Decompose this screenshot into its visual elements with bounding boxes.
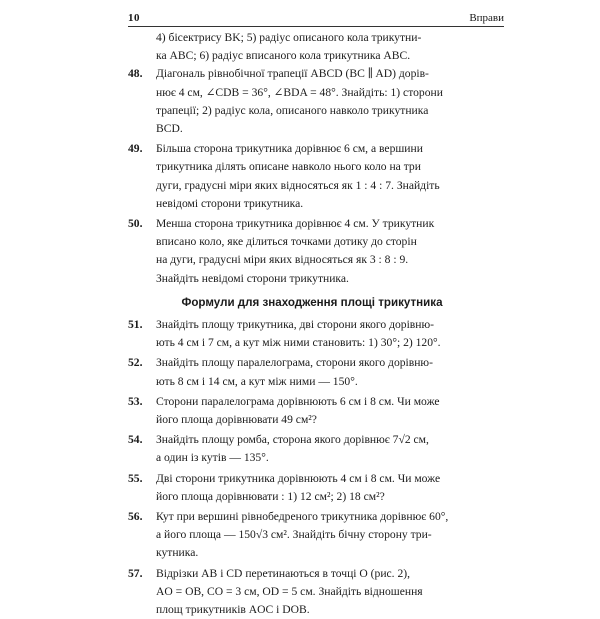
exercise-text-line: кутника. (156, 546, 199, 560)
exercise-text-line: а його площа — 150√3 см². Знайдіть бічну сторону три- (156, 528, 432, 542)
exercise-text-line: Знайдіть площу ромба, сторона якого дорівнює 7√2 см, (156, 433, 429, 447)
exercise-number: 55. (128, 471, 143, 485)
exercise-item (128, 393, 496, 429)
exercise-text-line: ють 8 см і 14 см, а кут між ними — 150°. (156, 374, 358, 388)
exercise-text-line: Дві сторони трикутника дорівнюють 4 см і 8 см. Чи може (156, 471, 441, 485)
exercise-number: 53. (128, 394, 143, 408)
section-subheading: Формули для знаходження площі трикутника (181, 295, 443, 309)
exercise-text-line: площ трикутників AOC і DOB. (156, 603, 310, 617)
exercise-text-line: AO = OB, CO = 3 см, OD = 5 см. Знайдіть відношення (156, 584, 423, 598)
exercise-text-line: дуги, градусні міри яких відносяться як 1 : 4 : 7. Знайдіть (156, 178, 440, 192)
exercise-item (128, 215, 496, 288)
exercise-group-area (128, 316, 496, 619)
exercise-text-line: а один із кутів — 135°. (156, 451, 269, 465)
exercise-number: 49. (128, 142, 143, 156)
exercise-text-line: Відрізки AB і CD перетинаються в точці O (рис. 2), (156, 566, 411, 580)
exercise-item (128, 565, 496, 619)
exercise-number: 52. (128, 356, 143, 370)
exercise-text-line: BCD. (156, 122, 183, 136)
exercise-text-line: нює 4 см, ∠CDB = 36°, ∠BDA = 48°. Знайдіть: 1) сторони (156, 85, 443, 99)
exercise-number: 54. (128, 433, 143, 447)
exercise-text-line: його площа дорівнювати : 1) 12 см²; 2) 18 см²? (156, 489, 385, 503)
text-line: ка ABC; 6) радіус вписаного кола трикутника ABC. (156, 49, 411, 63)
section-title: Вправи (469, 12, 504, 24)
exercise-item (128, 65, 496, 138)
exercise-item (128, 470, 496, 506)
exercise-item (128, 354, 496, 390)
page-number: 10 (128, 12, 140, 24)
exercise-text-line: його площа дорівнювати 49 см²? (156, 413, 317, 427)
exercise-item (128, 316, 496, 352)
exercise-text-line: трапеції; 2) радіус кола, описаного навколо трикутника (156, 103, 429, 117)
text-line: 4) бісектрису BK; 5) радіус описаного кола трикутни- (156, 31, 422, 44)
exercise-text-line: ють 4 см і 7 см, а кут між ними становить: 1) 30°; 2) 120°. (156, 336, 441, 350)
exercise-text-line: Діагональ рівнобічної трапеції ABCD (BC ∥ AD) дорів- (156, 67, 429, 81)
exercise-text-line: Менша сторона трикутника дорівнює 4 см. У трикутник (156, 217, 435, 231)
exercise-item (128, 140, 496, 213)
exercise-text-line: трикутника ділять описане навколо нього коло на три (156, 160, 421, 174)
page-header (128, 6, 504, 27)
exercise-group-circumradius (128, 65, 496, 287)
exercise-text-line: Знайдіть площу трикутника, дві сторони якого дорівню- (156, 318, 434, 332)
exercise-text-line: Знайдіть невідомі сторони трикутника. (156, 271, 349, 285)
continued-text (128, 29, 496, 65)
exercise-text-line: вписано коло, яке ділиться точками дотику до сторін (156, 235, 417, 249)
exercise-item (128, 508, 496, 563)
exercise-number: 51. (128, 318, 143, 332)
exercise-number: 57. (128, 566, 143, 580)
exercise-text-line: Знайдіть площу паралелограма, сторони якого дорівню- (156, 356, 433, 370)
exercise-number: 50. (128, 217, 143, 231)
exercise-item (128, 431, 496, 467)
exercise-number: 56. (128, 510, 143, 524)
exercise-text-line: невідомі сторони трикутника. (156, 196, 304, 210)
exercise-text-line: Кут при вершині рівнобедреного трикутника дорівнює 60°, (156, 510, 449, 524)
exercise-number: 48. (128, 67, 143, 81)
exercise-text-line: на дуги, градусні міри яких відносяться як 3 : 8 : 9. (156, 253, 409, 267)
exercise-text-line: Більша сторона трикутника дорівнює 6 см, а вершини (156, 142, 423, 156)
exercise-text-line: Сторони паралелограма дорівнюють 6 см і 8 см. Чи може (156, 394, 440, 408)
